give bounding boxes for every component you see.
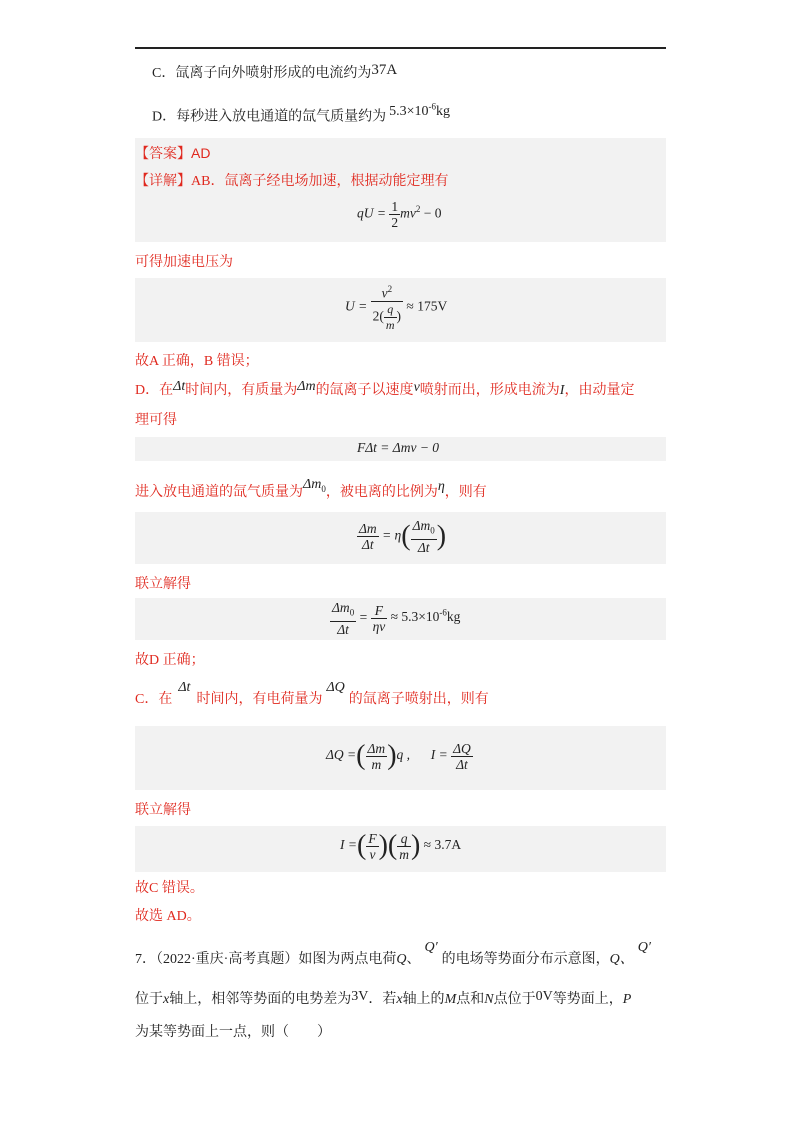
final-answer: 故选 AD。 (135, 909, 201, 924)
voltage-intro: 可得加速电压为 (135, 255, 233, 270)
joint-solve-1: 联立解得 (135, 577, 191, 592)
option-d (152, 102, 450, 128)
option-d-unit: kg (436, 103, 451, 119)
d-explanation-cont: 理可得 (135, 413, 177, 428)
d-explanation: D．在Δt时间内，有质量为Δm的氙离子以速度v喷射而出，形成电流为I，由动量定 (135, 379, 635, 398)
fraction-half: $\frac{1}{2}$ (391, 199, 399, 230)
option-c (152, 63, 397, 84)
q7-line-2: 位于x轴上，相邻等势面的电势差为3V．若x轴上的M点和N点位于0V等势面上，P (135, 989, 632, 1007)
option-c-text: C．氙离子向外喷射形成的电流约为 (152, 66, 372, 81)
equation-current: I =( $\frac{F}{v}$ )( $\frac{q}{m}$ ) ≈ 3.7A (340, 830, 462, 862)
equation-ratio: $\frac{\Delta m}{\Delta t}$ = η( $\frac{\Delta m_0}{\Delta t}$ ) (359, 518, 447, 555)
equation-mass: $\frac{\Delta m_0}{\Delta t}$ = $\frac{F}{\eta v}$ ≈ $5.3\times 10^{-6}kg$ (332, 600, 461, 637)
equation-momentum: FΔt = Δmv − 0 (357, 440, 440, 455)
option-d-exp: -6 (428, 101, 437, 111)
detail-text: AB．氙离子经电场加速，根据动能定理有 (191, 174, 449, 189)
q7-line-1: 7．（2022·重庆·高考真题）如图为两点电荷Q、Q′的电场等势面分布示意图，Q、Q′ (135, 940, 651, 967)
gas-mass-line: 进入放电通道的氙气质量为$\Delta m_0$，被电离的比例为η，则有 (135, 477, 487, 500)
option-d-value: 5.3×10 (389, 103, 429, 119)
equation-energy: qU = $\frac{1}{2}$ $mv^2 - 0$ (357, 199, 442, 230)
detail-label: 【详解】 (135, 174, 191, 189)
detail-line (135, 172, 448, 192)
q7-line-3: 为某等势面上一点，则（ ） (135, 1025, 331, 1040)
equation-voltage: U = $v^2$ 2( $\frac{q}{m}$ ) ≈ 175V (345, 284, 448, 332)
joint-solve-2: 联立解得 (135, 803, 191, 818)
conclusion-d: 故D 正确； (135, 653, 205, 668)
fraction-voltage: $v^2$ 2( $\frac{q}{m}$ ) (372, 284, 402, 332)
conclusion-ab: 故A 正确，B 错误； (135, 354, 259, 369)
answer-label: 【答案】 (135, 147, 191, 162)
c-explanation: C．在Δt时间内，有电荷量为ΔQ的氙离子喷射出，则有 (135, 680, 489, 707)
conclusion-c: 故C 错误。 (135, 881, 204, 896)
option-d-text: D．每秒进入放电通道的氙气质量约为 (152, 109, 387, 125)
equation-charge: ΔQ =( $\frac{\Delta m}{m}$ )q , I = $\frac{\Delta Q}{\Delta t}$ (326, 740, 471, 772)
top-rule (135, 47, 666, 49)
option-c-value: 37A (371, 62, 398, 78)
answer-line (135, 143, 210, 165)
answer-value: AD (191, 145, 211, 161)
